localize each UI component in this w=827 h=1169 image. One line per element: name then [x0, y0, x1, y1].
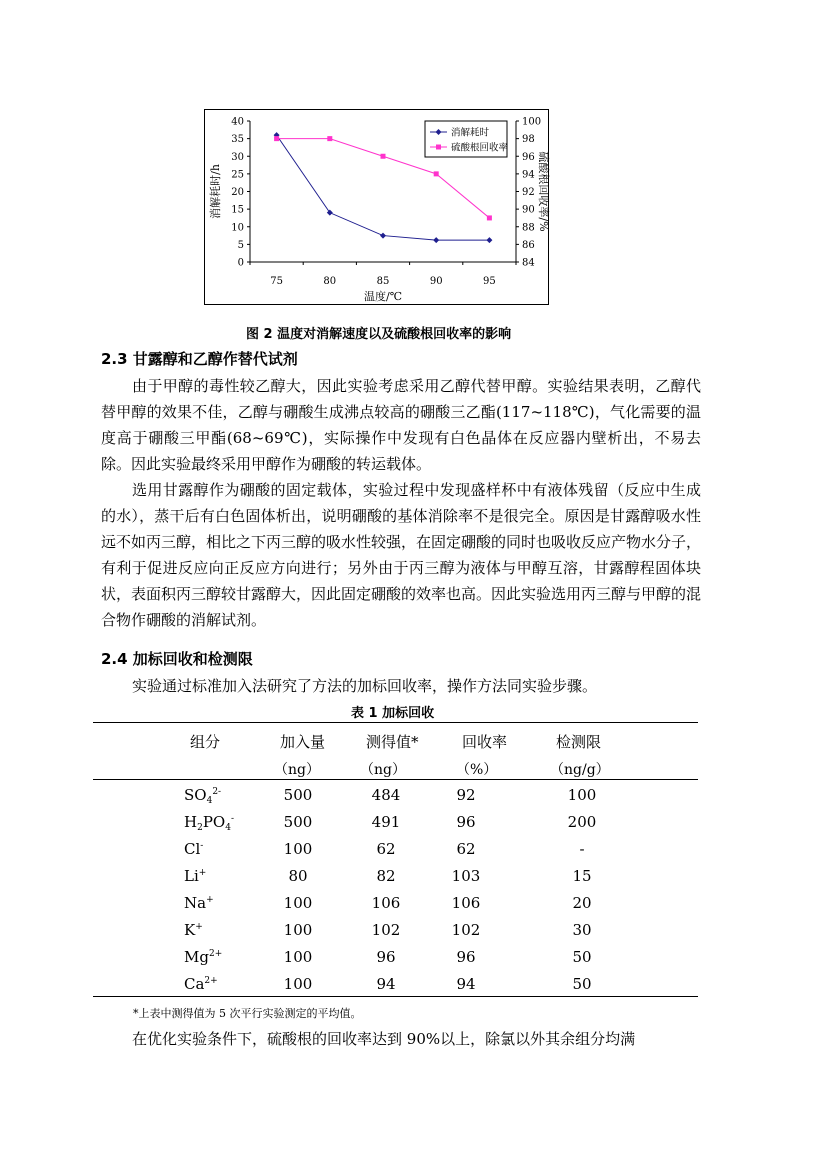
data-point	[327, 210, 333, 216]
formula-part: Ca	[184, 975, 205, 993]
right-tick-label: 90	[522, 204, 535, 216]
right-tick-label: 96	[522, 151, 535, 163]
formula-part: -	[230, 814, 234, 824]
paragraph: 实验通过标准加入法研究了方法的加标回收率，操作方法同实验步骤。	[132, 677, 598, 695]
table-cell: 94	[376, 975, 396, 993]
formula-part: Cl	[184, 840, 201, 858]
component-cell	[184, 921, 203, 939]
line-chart	[205, 110, 548, 304]
paragraph: 在优化实验条件下，硫酸根的回收率达到 90%以上，除氯以外其余组分均满	[132, 1030, 636, 1048]
formula-part: K	[184, 921, 196, 939]
table-cell: 106	[451, 894, 481, 912]
component-cell	[184, 948, 222, 966]
formula-part: 4	[206, 796, 213, 806]
table-title: 表 1 加标回收	[351, 706, 435, 721]
table-cell: 50	[572, 948, 592, 966]
formula-part: 4	[225, 823, 231, 833]
formula-part: PO	[202, 813, 226, 831]
table-cell: 102	[371, 921, 401, 939]
data-point	[380, 233, 386, 239]
table-cell: 20	[572, 894, 592, 912]
section-heading-2-4: 2.4 加标回收和检测限	[101, 650, 253, 668]
x-tick-label: 90	[429, 276, 443, 287]
figure-2-chart	[204, 109, 549, 305]
table-note: *上表中测得值为 5 次平行实验测定的平均值。	[133, 1007, 362, 1020]
table-cell: 500	[283, 786, 313, 804]
x-tick-label: 80	[323, 276, 337, 287]
table-cell: 100	[567, 786, 597, 804]
right-tick-label: 88	[522, 222, 535, 234]
table-cell: 100	[283, 921, 313, 939]
table-header-cell: 测得值*	[366, 733, 419, 751]
formula-part: +	[195, 922, 203, 932]
formula-part: Mg	[184, 948, 209, 966]
data-point	[434, 171, 439, 176]
formula-part: H	[184, 813, 198, 831]
formula-part: 2-	[212, 787, 222, 797]
data-point	[487, 215, 492, 220]
paragraph: 由于甲醇的毒性较乙醇大，因此实验考虑采用乙醇代替甲醇。实验结果表明，乙醇代替甲醇的效果不佳，乙醇与硼酸生成沸点较高的硼酸三乙酯(117~118℃)，气化需要的温度高于硼酸三甲酯(68~69℃)，实际操作中发现有白色晶体在反应器内壁析出，不易去除。因此实验最终采用甲醇作为硼酸的转运载体。	[101, 377, 701, 473]
formula-part: Li	[184, 867, 199, 885]
formula-part: +	[206, 895, 214, 905]
component-cell	[184, 786, 221, 804]
component-cell	[184, 840, 203, 858]
data-point	[381, 154, 386, 159]
left-tick-label: 0	[237, 257, 244, 269]
table-unit-cell: （ng/g）	[550, 762, 610, 778]
table-cell: 30	[572, 921, 592, 939]
right-tick-label: 86	[522, 239, 535, 251]
data-point	[486, 237, 492, 243]
left-tick-label: 40	[231, 116, 244, 128]
formula-part: 2	[197, 823, 203, 833]
formula-part: Na	[184, 894, 207, 912]
left-tick-label: 20	[231, 187, 244, 198]
table-cell: 80	[288, 867, 308, 885]
table-cell: 103	[451, 867, 481, 885]
left-axis-title: 消解耗时/h	[209, 164, 222, 219]
formula-part: 2+	[204, 976, 218, 986]
table-cell: 50	[572, 975, 592, 993]
right-tick-label: 84	[522, 257, 535, 269]
table-unit-cell: （%）	[456, 762, 498, 778]
right-tick-label: 92	[522, 187, 535, 198]
table-bottom-rule	[93, 996, 698, 997]
formula-part: SO	[184, 786, 207, 804]
table-header-rule	[93, 779, 698, 780]
table-cell: 100	[283, 894, 313, 912]
legend-label: 消解耗时	[451, 127, 490, 139]
legend-marker	[436, 145, 441, 150]
closing-paragraph	[101, 1026, 701, 1052]
table-cell: 500	[283, 813, 313, 831]
right-axis-title: 硫酸根回收率/%	[537, 151, 550, 232]
legend-label: 硫酸根回收率	[451, 142, 509, 154]
component-cell	[184, 867, 206, 885]
table-unit-cell: （ng）	[360, 762, 406, 778]
table-header-cell: 加入量	[280, 733, 326, 751]
section-2-4-body	[101, 673, 701, 699]
table-cell: 92	[456, 786, 476, 804]
paragraph: 选用甘露醇作为硼酸的固定载体，实验过程中发现盛样杯中有液体残留（反应中生成的水），蒸干后有白色固体析出，说明硼酸的基体消除率不是很完全。原因是甘露醇吸水性远不如丙三醇，相比之下丙三醇的吸水性较强，在固定硼酸的同时也吸收反应产物水分子，有利于促进反应向正反应方向进行；另外由于丙三醇为液体与甲醇互溶，甘露醇程固体块状，表面积丙三醇较甘露醇大，因此固定硼酸的效率也高。因此实验选用丙三醇与甲醇的混合物作硼酸的消解试剂。	[101, 481, 702, 629]
formula-part: -	[200, 841, 204, 851]
x-tick-label: 75	[270, 276, 283, 287]
table-cell: 200	[567, 813, 597, 831]
table-cell: 62	[376, 840, 396, 858]
right-tick-label: 94	[522, 169, 535, 181]
table-cell: 62	[456, 840, 476, 858]
data-point	[327, 136, 332, 141]
section-heading-2-3: 2.3 甘露醇和乙醇作替代试剂	[101, 350, 298, 368]
table-cell: 96	[456, 948, 476, 966]
right-tick-label: 100	[522, 116, 542, 128]
left-tick-label: 5	[237, 239, 244, 251]
figure-caption: 图 2 温度对消解速度以及硫酸根回收率的影响	[246, 327, 512, 342]
section-2-3-body	[101, 373, 701, 633]
table-header-cell: 回收率	[462, 733, 508, 751]
left-tick-label: 10	[231, 222, 244, 234]
table-cell: 96	[456, 813, 476, 831]
formula-part: 2+	[208, 949, 223, 959]
data-point	[433, 237, 439, 243]
left-tick-label: 30	[231, 151, 244, 163]
formula-part: +	[198, 868, 207, 878]
x-tick-label: 95	[483, 276, 496, 287]
table-cell: 491	[371, 813, 401, 831]
table-cell: -	[579, 840, 585, 858]
table-header-cell: 组分	[190, 733, 221, 751]
table-cell: 94	[456, 975, 476, 993]
right-tick-label: 98	[522, 134, 535, 146]
table-cell: 100	[283, 948, 313, 966]
table-cell: 484	[371, 786, 401, 804]
component-cell	[184, 894, 214, 912]
left-tick-label: 25	[231, 169, 244, 181]
left-tick-label: 15	[231, 204, 244, 216]
component-cell	[184, 813, 234, 831]
data-point	[274, 136, 279, 141]
left-tick-label: 35	[231, 134, 244, 146]
table-cell: 106	[371, 894, 401, 912]
table-cell: 15	[572, 867, 592, 885]
table-cell: 100	[283, 840, 313, 858]
table-top-rule	[93, 722, 698, 723]
x-tick-label: 85	[376, 276, 390, 287]
table-cell: 82	[376, 867, 396, 885]
table-cell: 96	[376, 948, 396, 966]
table-unit-cell: （ng）	[274, 762, 320, 778]
component-cell	[184, 975, 218, 993]
table-cell: 100	[283, 975, 313, 993]
table-header-cell: 检测限	[556, 733, 602, 751]
x-axis-title: 温度/℃	[363, 290, 403, 303]
table-cell: 102	[451, 921, 481, 939]
